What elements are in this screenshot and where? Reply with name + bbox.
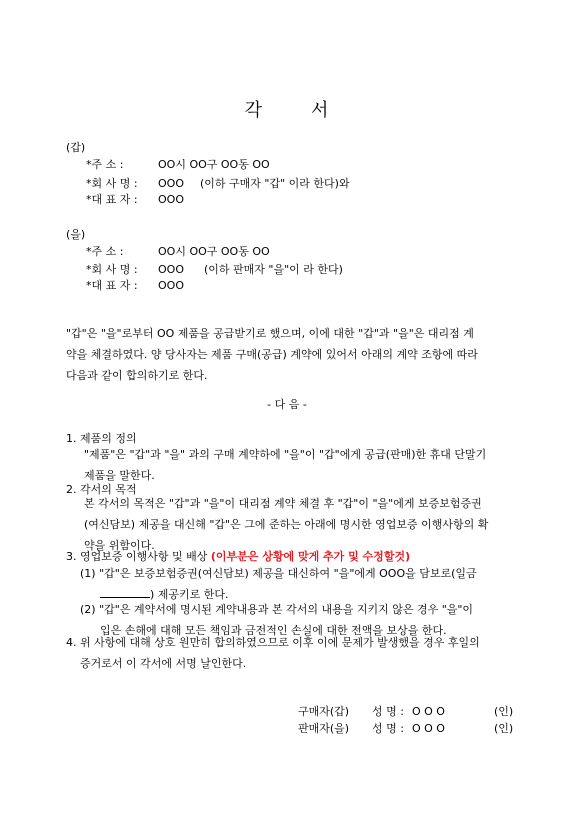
- party-a-rep-label: *대 표 자 :: [86, 193, 138, 206]
- signature-name-label: 성 명 :: [372, 705, 404, 718]
- party-b-heading: (을): [66, 228, 86, 241]
- party-b-company-value: OOO: [158, 263, 184, 276]
- party-b-company-row: [86, 263, 343, 276]
- article-3-item-2-line: 입은 손해에 대해 모든 책임과 금전적인 손실에 대한 전액을 보상을 한다.: [100, 624, 447, 637]
- party-a-rep-value: OOO: [158, 193, 184, 206]
- signature-name-value: O O O: [412, 722, 445, 735]
- article-3-title: [66, 550, 410, 563]
- intro-paragraph: [66, 323, 508, 386]
- signature-buyer-role: 구매자(갑): [298, 705, 350, 718]
- signature-seller-role: 판매자(을): [298, 722, 350, 735]
- article-1-body: [84, 444, 508, 486]
- signature-seal: (인): [494, 705, 514, 718]
- article-1-line: 제품을 말한다.: [84, 469, 155, 482]
- party-a-address-label: *주 소 :: [86, 158, 124, 171]
- intro-line: 다음과 같이 합의하기로 한다.: [66, 369, 208, 382]
- article-4-line: 증거로서 이 각서에 서명 날인한다.: [80, 657, 247, 670]
- party-a-heading: (갑): [66, 141, 86, 154]
- party-a-rep-row: [86, 193, 184, 206]
- article-2-line: (여신담보) 제공을 대신해 "갑"은 그에 준하는 아래에 명시한 영업보증 이행사항의 확: [84, 518, 489, 531]
- party-b-rep-row: [86, 279, 184, 292]
- blank-line: [100, 586, 150, 598]
- party-b-rep-label: *대 표 자 :: [86, 279, 138, 292]
- party-a-company-value: OOO: [158, 177, 184, 190]
- party-a-company-note: (이하 구매자 "갑" 이라 한다)와: [200, 177, 350, 190]
- party-a-address-row: [86, 158, 270, 171]
- document-title: [0, 96, 574, 122]
- signature-name-value: O O O: [412, 705, 445, 718]
- title-part-1: 각: [244, 100, 263, 121]
- party-b-company-label: *회 사 명 :: [86, 263, 138, 276]
- article-2-line: 약을 위함이다.: [84, 539, 155, 552]
- article-3-item-1-line: (1) "갑"은 보증보험증권(여신담보) 제공을 대신하여 "을"에게 OOO을 담보로(일금: [80, 567, 477, 580]
- intro-line: 약을 체결하였다. 양 당사자는 제품 구매(공급) 계약에 있어서 아래의 계약 조항에 따라: [66, 348, 478, 361]
- title-part-2: 서: [311, 100, 330, 121]
- signature-buyer: [298, 705, 513, 718]
- article-3-item-2-line: (2) "갑"은 계약서에 명시된 계약내용과 본 각서의 내용을 지키지 않은 경우 "을"이: [80, 603, 474, 616]
- article-2-title: 2. 각서의 목적: [66, 483, 137, 496]
- article-4-line: 4. 위 사항에 대해 상호 원만히 합의하였으므로 이후 이에 문제가 발생했을 경우 후일의: [66, 636, 480, 649]
- signature-seller: [298, 722, 513, 735]
- article-3-title-text: 3. 영업보증 이행사항 및 배상: [66, 550, 208, 563]
- article-4-body: [66, 632, 508, 674]
- intro-line: "갑"은 "을"로부터 OO 제품을 공급받기로 했으며, 이에 대한 "갑"과 "을"은 대리점 계: [66, 327, 474, 340]
- party-b-address-row: [86, 245, 270, 258]
- article-3-item-1-line2-text: ) 제공키로 한다.: [150, 588, 229, 601]
- party-a-company-label: *회 사 명 :: [86, 177, 138, 190]
- section-heading: - 다 음 -: [267, 398, 307, 411]
- article-1-line: "제품"은 "갑"과 "을" 과의 구매 계약하에 "을"이 "갑"에게 공급(판매)한 휴대 단말기: [84, 448, 487, 461]
- signature-name-label: 성 명 :: [372, 722, 404, 735]
- signature-seal: (인): [494, 722, 514, 735]
- party-b-company-note: (이하 판매자 "을"이 라 한다): [204, 263, 343, 276]
- article-3-red-note: (이부분은 상황에 맞게 추가 및 수정할것): [210, 550, 411, 563]
- party-b-address-value: OO시 OO구 OO동 OO: [158, 245, 270, 258]
- party-b-rep-value: OOO: [158, 279, 184, 292]
- article-2-line: 본 각서의 목적은 "갑"과 "을"이 대리점 계약 체결 후 "갑"이 "을"에게 보증보험증권: [84, 497, 482, 510]
- party-a-address-value: OO시 OO구 OO동 OO: [158, 158, 270, 171]
- party-a-company-row: [86, 177, 350, 190]
- article-2-body: [84, 493, 508, 556]
- party-b-address-label: *주 소 :: [86, 245, 124, 258]
- article-1-title: 1. 제품의 정의: [66, 432, 137, 445]
